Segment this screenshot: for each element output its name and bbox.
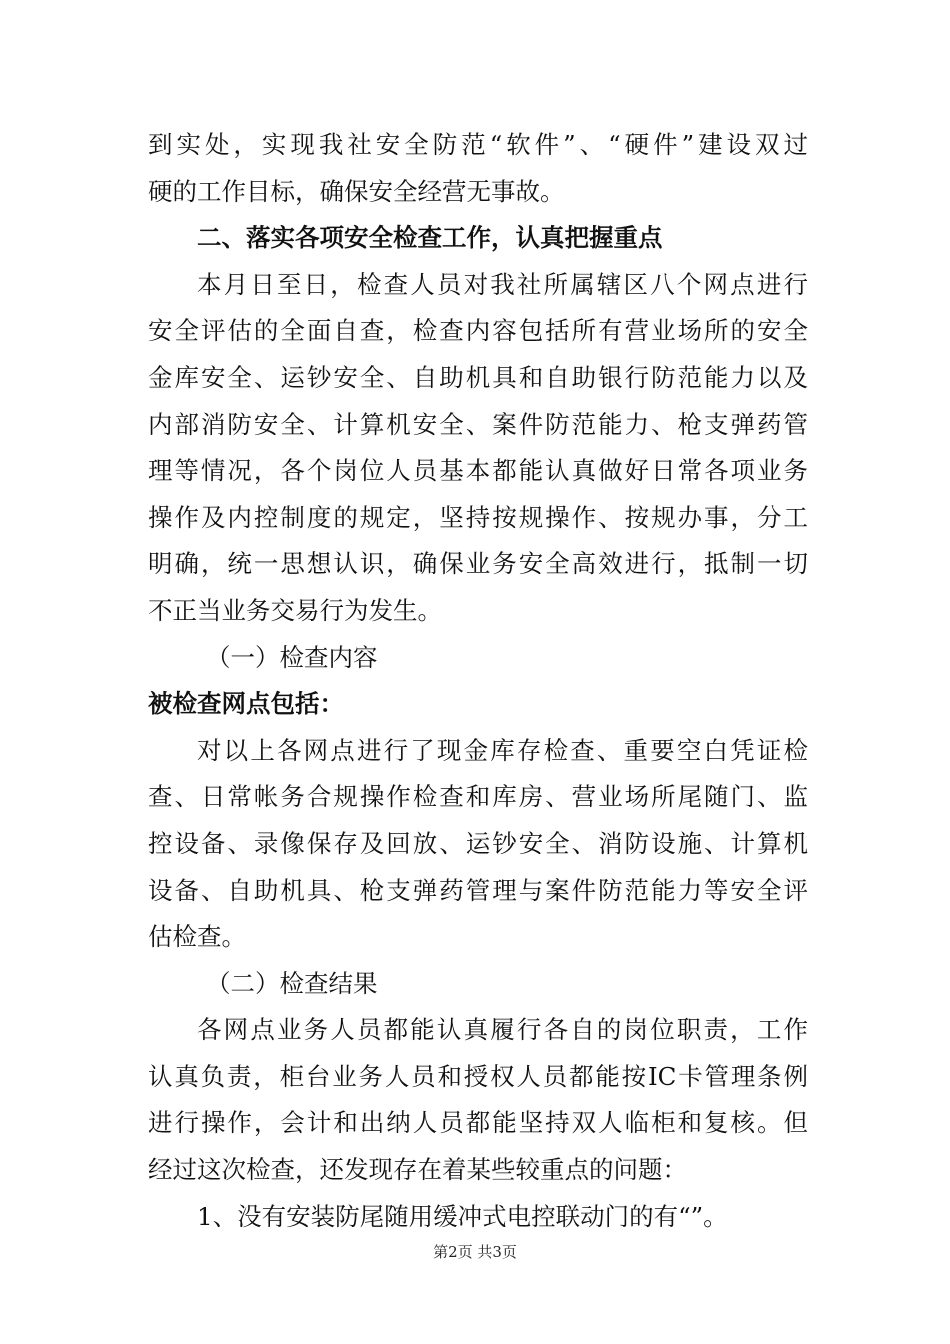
paragraph-line: 经过这次检查，还发现存在着某些较重点的问题： (148, 1155, 687, 1185)
bold-label: 被检查网点包括： (148, 689, 344, 719)
subsection-heading: （二）检查结果 (206, 968, 378, 998)
paragraph-line: 认真负责，柜台业务人员和授权人员都能按IC卡管理条例 (148, 1061, 808, 1091)
paragraph-line: 到实处，实现我社安全防范“软件”、“硬件”建设双过 (148, 130, 808, 159)
paragraph-line: 估检查。 (148, 922, 246, 952)
page-number-footer: 第2页 共3页 (433, 1243, 517, 1261)
paragraph-line: 理等情况，各个岗位人员基本都能认真做好日常各项业务 (148, 456, 808, 486)
list-item: 1、没有安装防尾随用缓冲式电控联动门的有“”。 (197, 1201, 728, 1231)
paragraph-line: 明确，统一思想认识，确保业务安全高效进行，抵制一切 (148, 549, 808, 579)
paragraph-line: 各网点业务人员都能认真履行各自的岗位职责，工作 (197, 1015, 808, 1045)
paragraph-line: 设备、自助机具、枪支弹药管理与案件防范能力等安全评 (148, 875, 808, 905)
paragraph-line: 查、日常帐务合规操作检查和库房、营业场所尾随门、监 (148, 782, 808, 812)
paragraph-line: 不正当业务交易行为发生。 (148, 595, 442, 625)
paragraph-line: 内部消防安全、计算机安全、案件防范能力、枪支弹药管 (148, 409, 808, 439)
paragraph-line: 金库安全、运钞安全、自助机具和自助银行防范能力以及 (148, 362, 808, 392)
paragraph-line: 操作及内控制度的规定，坚持按规操作、按规办事，分工 (148, 502, 808, 532)
paragraph-line: 进行操作，会计和出纳人员都能坚持双人临柜和复核。但 (148, 1108, 808, 1138)
paragraph-line: 硬的工作目标，确保安全经营无事故。 (148, 176, 565, 206)
subsection-heading: （一）检查内容 (206, 642, 378, 672)
paragraph-line: 安全评估的全面自查，检查内容包括所有营业场所的安全 (148, 316, 808, 346)
section-heading: 二、落实各项安全检查工作，认真把握重点 (197, 223, 663, 253)
paragraph-line: 控设备、录像保存及回放、运钞安全、消防设施、计算机 (148, 828, 808, 858)
paragraph-line: 对以上各网点进行了现金库存检查、重要空白凭证检 (197, 735, 808, 765)
paragraph-line: 本月日至日，检查人员对我社所属辖区八个网点进行 (197, 269, 808, 299)
document-body (148, 122, 808, 1240)
